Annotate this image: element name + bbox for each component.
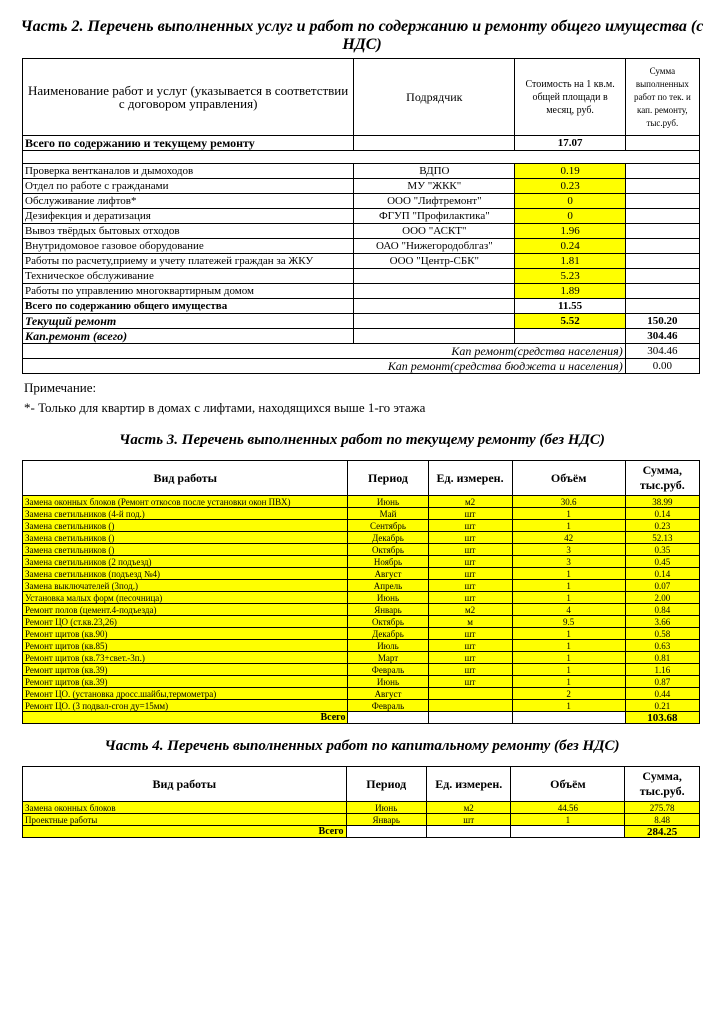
work-unit: шт [428, 568, 512, 580]
total-common-value: 11.55 [515, 299, 625, 314]
service-name: Внутридомовое газовое оборудование [23, 239, 354, 254]
part3-table [22, 460, 700, 724]
work-volume: 1 [512, 628, 625, 640]
cap-pop-sum: 304.46 [625, 344, 699, 359]
service-row [23, 254, 700, 269]
work-volume: 1 [511, 814, 625, 826]
service-row [23, 209, 700, 224]
service-name: Проверка вентканалов и дымоходов [23, 164, 354, 179]
work-sum: 0.45 [625, 556, 699, 568]
table-row [23, 520, 700, 532]
work-sum: 0.14 [625, 508, 699, 520]
table-row [23, 496, 700, 508]
work-unit: шт [426, 814, 511, 826]
work-sum: 1.16 [625, 664, 699, 676]
service-row [23, 269, 700, 284]
work-period: Декабрь [348, 628, 428, 640]
work-name: Ремонт щитов (кв.85) [23, 640, 348, 652]
work-sum: 0.58 [625, 628, 699, 640]
current-repair-label: Текущий ремонт [23, 314, 354, 329]
service-cost: 0.24 [515, 239, 625, 254]
work-unit: шт [428, 664, 512, 676]
work-volume: 4 [512, 604, 625, 616]
work-period: Июнь [348, 496, 428, 508]
service-row [23, 194, 700, 209]
p3-header-work: Вид работы [23, 461, 348, 496]
table-row [23, 580, 700, 592]
current-repair-cost: 5.52 [515, 314, 625, 329]
p3-total-label: Всего [23, 712, 348, 724]
work-period: Август [348, 688, 428, 700]
work-sum: 0.23 [625, 520, 699, 532]
service-contractor [354, 269, 515, 284]
work-name: Замена светильников (подъезд №4) [23, 568, 348, 580]
work-name: Ремонт щитов (кв.73+свет.-3п.) [23, 652, 348, 664]
work-name: Замена светильников () [23, 532, 348, 544]
table-row [23, 652, 700, 664]
table-row [23, 664, 700, 676]
table-row [23, 532, 700, 544]
service-contractor: МУ "ЖКК" [354, 179, 515, 194]
work-period: Апрель [348, 580, 428, 592]
p3-total-value: 103.68 [625, 712, 699, 724]
part4-title: Часть 4. Перечень выполненных работ по капитальному ремонту (без НДС) [104, 738, 620, 754]
service-cost: 1.81 [515, 254, 625, 269]
work-sum: 0.63 [625, 640, 699, 652]
work-name: Ремонт ЦО (ст.кв.23,26) [23, 616, 348, 628]
work-unit: м [428, 616, 512, 628]
work-unit: шт [428, 652, 512, 664]
work-sum: 52.13 [625, 532, 699, 544]
work-period: Сентябрь [348, 520, 428, 532]
work-sum: 8.48 [625, 814, 700, 826]
part2-title: Часть 2. Перечень выполненных услуг и работ по содержанию и ремонту общего имущества (с НДС) [20, 18, 704, 53]
service-name: Техническое обслуживание [23, 269, 354, 284]
work-volume: 3 [512, 556, 625, 568]
service-cost: 1.96 [515, 224, 625, 239]
total-maint-label: Всего по содержанию и текущему ремонту [23, 136, 354, 151]
total-maint-value: 17.07 [515, 136, 625, 151]
service-row [23, 224, 700, 239]
table-row [23, 556, 700, 568]
work-name: Ремонт щитов (кв.39) [23, 676, 348, 688]
work-unit [428, 700, 512, 712]
work-period: Май [348, 508, 428, 520]
service-row [23, 239, 700, 254]
work-name: Ремонт полов (цемент.4-подъезда) [23, 604, 348, 616]
table-row [23, 616, 700, 628]
table-row [23, 568, 700, 580]
work-period: Июль [348, 640, 428, 652]
service-contractor: ООО "Центр-СБК" [354, 254, 515, 269]
work-unit: м2 [426, 802, 511, 814]
work-name: Замена светильников () [23, 544, 348, 556]
work-name: Ремонт ЦО. (установка дросс.шайбы,термометра) [23, 688, 348, 700]
work-sum: 0.81 [625, 652, 699, 664]
work-period: Июнь [348, 676, 428, 688]
service-name: Работы по расчету,приему и учету платежей граждан за ЖКУ [23, 254, 354, 269]
work-sum: 2.00 [625, 592, 699, 604]
work-unit [428, 688, 512, 700]
work-volume: 1 [512, 568, 625, 580]
work-sum: 0.14 [625, 568, 699, 580]
work-volume: 1 [512, 592, 625, 604]
header-sum: Сумма выполненных работ по тек. и кап. ремонту, тыс.руб. [625, 59, 699, 136]
work-volume: 1 [512, 520, 625, 532]
work-sum: 0.21 [625, 700, 699, 712]
table-row [23, 508, 700, 520]
work-name: Проектные работы [23, 814, 347, 826]
work-name: Замена оконных блоков (Ремонт откосов после установки окон ПВХ) [23, 496, 348, 508]
note-title: Примечание: [24, 380, 97, 395]
table-row [23, 802, 700, 814]
p4-total-value: 284.25 [625, 826, 700, 838]
work-period: Февраль [348, 700, 428, 712]
work-period: Ноябрь [348, 556, 428, 568]
work-sum: 0.87 [625, 676, 699, 688]
total-common-label: Всего по содержанию общего имущества [23, 299, 354, 314]
service-row [23, 164, 700, 179]
header-name: Наименование работ и услуг (указывается в соответствии с договором управления) [23, 59, 354, 136]
work-period: Июнь [348, 592, 428, 604]
current-repair-sum: 150.20 [625, 314, 699, 329]
work-sum: 275.78 [625, 802, 700, 814]
work-volume: 1 [512, 700, 625, 712]
p4-header-volume: Объём [511, 767, 625, 802]
work-name: Установка малых форм (песочница) [23, 592, 348, 604]
work-volume: 3 [512, 544, 625, 556]
service-name: Вывоз твёрдых бытовых отходов [23, 224, 354, 239]
service-contractor: ООО "АСКТ" [354, 224, 515, 239]
work-sum: 3.66 [625, 616, 699, 628]
work-unit: м2 [428, 604, 512, 616]
work-volume: 44.56 [511, 802, 625, 814]
service-row [23, 284, 700, 299]
work-volume: 1 [512, 664, 625, 676]
work-sum: 0.35 [625, 544, 699, 556]
service-contractor [354, 284, 515, 299]
work-period: Март [348, 652, 428, 664]
work-name: Ремонт щитов (кв.39) [23, 664, 348, 676]
service-cost: 5.23 [515, 269, 625, 284]
work-period: Январь [346, 814, 426, 826]
service-name: Отдел по работе с гражданами [23, 179, 354, 194]
work-unit: шт [428, 676, 512, 688]
work-volume: 30.6 [512, 496, 625, 508]
p3-header-period: Период [348, 461, 428, 496]
service-contractor: ВДПО [354, 164, 515, 179]
work-unit: шт [428, 532, 512, 544]
table-row [23, 688, 700, 700]
work-period: Февраль [348, 664, 428, 676]
cap-budget-label: Кап ремонт(средства бюджета и населения) [23, 359, 626, 374]
table-row [23, 640, 700, 652]
work-sum: 0.84 [625, 604, 699, 616]
p4-total-label: Всего [23, 826, 347, 838]
capital-repair-sum: 304.46 [625, 329, 699, 344]
work-sum: 0.44 [625, 688, 699, 700]
service-contractor: ФГУП "Профилактика" [354, 209, 515, 224]
work-name: Замена оконных блоков [23, 802, 347, 814]
p3-header-sum: Сумма, тыс.руб. [625, 461, 699, 496]
work-volume: 1 [512, 508, 625, 520]
table-row [23, 628, 700, 640]
p4-header-unit: Ед. измерен. [426, 767, 511, 802]
work-name: Замена светильников (2 подъезд) [23, 556, 348, 568]
work-volume: 1 [512, 580, 625, 592]
service-name: Работы по управлению многоквартирным домом [23, 284, 354, 299]
table-row [23, 676, 700, 688]
work-period: Октябрь [348, 616, 428, 628]
work-unit: шт [428, 628, 512, 640]
service-cost: 0 [515, 194, 625, 209]
table-row [23, 544, 700, 556]
work-volume: 9.5 [512, 616, 625, 628]
work-volume: 1 [512, 640, 625, 652]
note-text: *- Только для квартир в домах с лифтами, находящихся выше 1-го этажа [24, 400, 426, 415]
work-volume: 42 [512, 532, 625, 544]
work-unit: шт [428, 520, 512, 532]
work-volume: 1 [512, 676, 625, 688]
work-period: Июнь [346, 802, 426, 814]
table-row [23, 604, 700, 616]
header-contractor: Подрядчик [354, 59, 515, 136]
cap-budget-sum: 0.00 [625, 359, 699, 374]
service-cost: 1.89 [515, 284, 625, 299]
p4-header-work: Вид работы [23, 767, 347, 802]
service-cost: 0.19 [515, 164, 625, 179]
capital-repair-label: Кап.ремонт (всего) [23, 329, 354, 344]
work-unit: шт [428, 556, 512, 568]
work-period: Январь [348, 604, 428, 616]
work-volume: 2 [512, 688, 625, 700]
service-name: Обслуживание лифтов* [23, 194, 354, 209]
work-unit: шт [428, 544, 512, 556]
p4-header-sum: Сумма, тыс.руб. [625, 767, 700, 802]
work-unit: шт [428, 592, 512, 604]
work-period: Октябрь [348, 544, 428, 556]
service-row [23, 179, 700, 194]
work-volume: 1 [512, 652, 625, 664]
table-row [23, 814, 700, 826]
work-sum: 38.99 [625, 496, 699, 508]
cap-pop-label: Кап ремонт(средства населения) [23, 344, 626, 359]
service-contractor: ООО "Лифтремонт" [354, 194, 515, 209]
work-unit: шт [428, 580, 512, 592]
work-unit: шт [428, 640, 512, 652]
p3-header-unit: Ед. измерен. [428, 461, 512, 496]
work-unit: шт [428, 508, 512, 520]
work-period: Декабрь [348, 532, 428, 544]
work-name: Замена светильников (4-й под.) [23, 508, 348, 520]
service-name: Дезифекция и дератизация [23, 209, 354, 224]
work-unit: м2 [428, 496, 512, 508]
table-row [23, 592, 700, 604]
work-name: Ремонт щитов (кв.90) [23, 628, 348, 640]
part3-title: Часть 3. Перечень выполненных работ по текущему ремонту (без НДС) [119, 432, 605, 448]
service-cost: 0.23 [515, 179, 625, 194]
header-cost: Стоимость на 1 кв.м. общей площади в месяц, руб. [515, 59, 625, 136]
part2-table [22, 58, 700, 374]
service-cost: 0 [515, 209, 625, 224]
p3-header-volume: Объём [512, 461, 625, 496]
table-row [23, 700, 700, 712]
work-name: Замена выключателей (3под.) [23, 580, 348, 592]
work-sum: 0.07 [625, 580, 699, 592]
part4-table [22, 766, 700, 838]
work-period: Август [348, 568, 428, 580]
work-name: Замена светильников () [23, 520, 348, 532]
work-name: Ремонт ЦО. (3 подвал-сгон ду=15мм) [23, 700, 348, 712]
service-contractor: ОАО "Нижегородоблгаз" [354, 239, 515, 254]
p4-header-period: Период [346, 767, 426, 802]
